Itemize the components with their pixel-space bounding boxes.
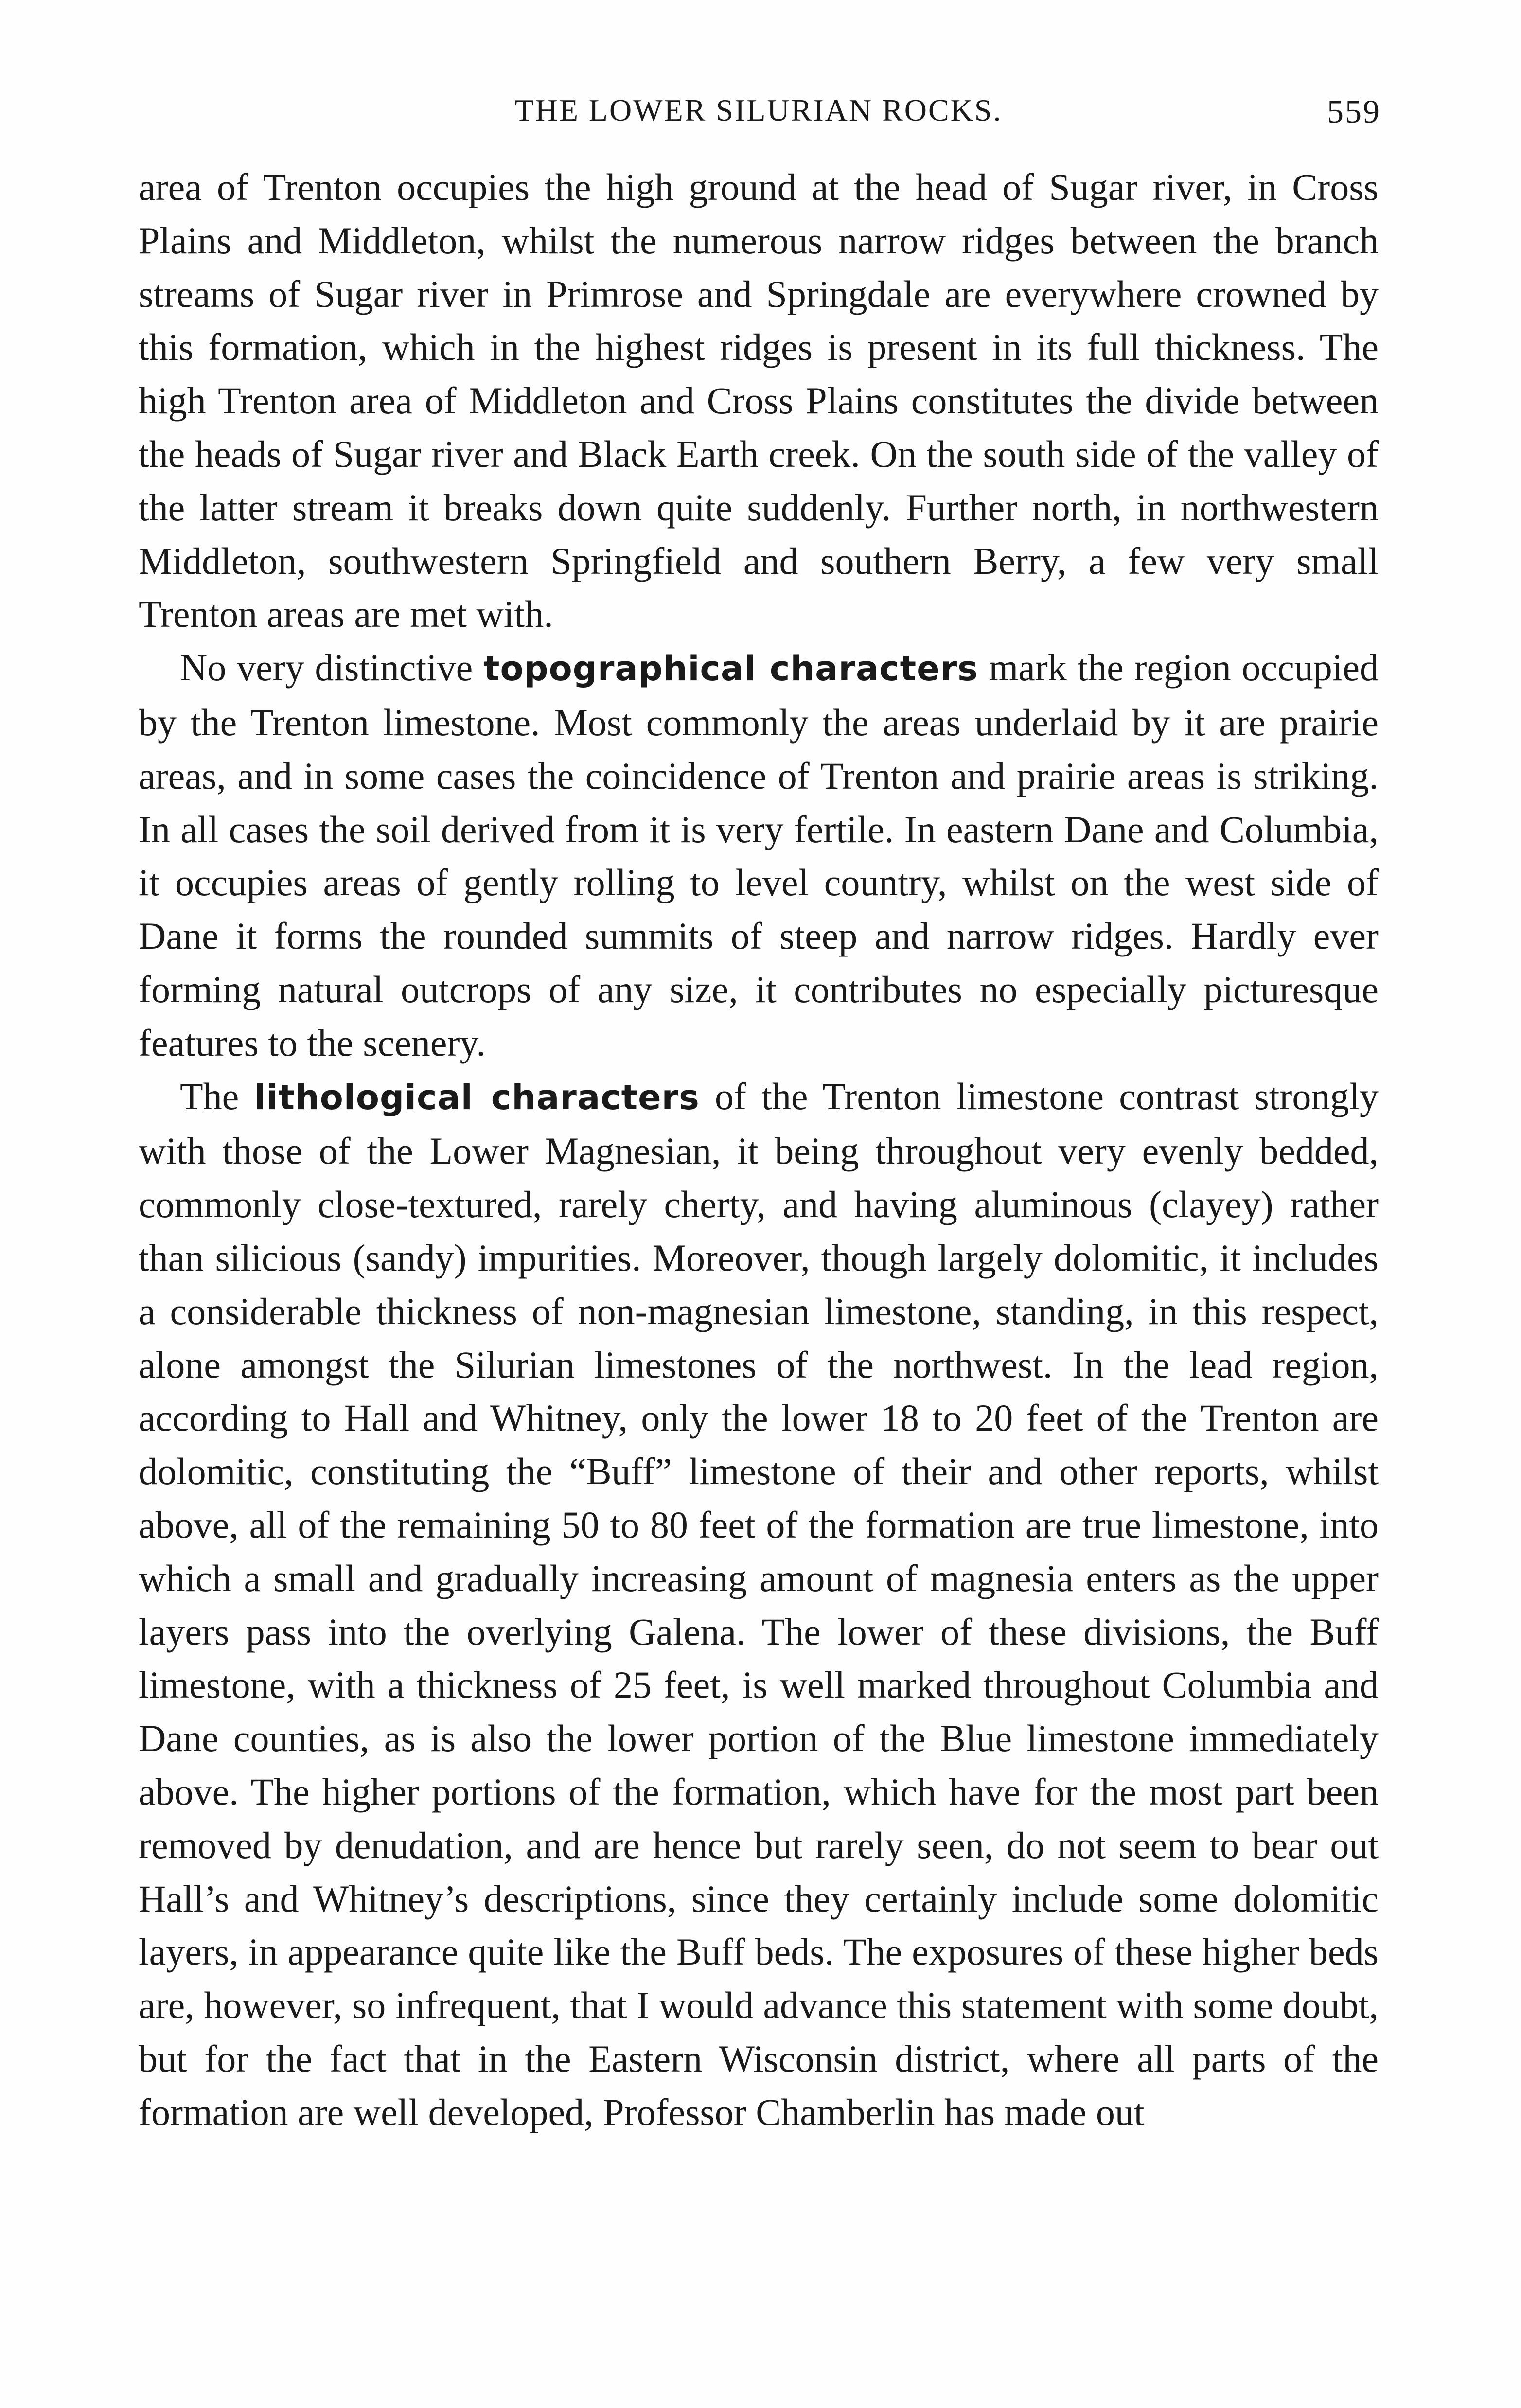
- paragraph-text: mark the region occupied by the Trenton limestone. Most commonly the areas underlaid by it are prairie areas, and in some cases the coincidence of Trenton and prairie areas is striking. In all cases the soil derived from it is very fertile. In eastern Dane and Columbia, it occupies areas of gently rolling to level country, whilst on the west side of Dane it forms the rounded summits of steep and narrow ridges. Hardly ever forming natural outcrops of any size, it contributes no especially picturesque features to the scenery.: [139, 646, 1379, 1064]
- paragraph-text: No very distinctive: [180, 646, 483, 689]
- running-head: [136, 92, 1381, 146]
- body-text: [139, 160, 1379, 2139]
- paragraph-text: The: [180, 1075, 254, 1117]
- paragraph-topographical: [139, 641, 1379, 1069]
- paragraph-lithological: [139, 1070, 1379, 2139]
- page-number: 559: [1327, 93, 1381, 130]
- emphasis-heading: topographical characters: [483, 649, 978, 689]
- paragraph-text: of the Trenton limestone contrast strongly with those of the Lower Magnesian, it being throughout very evenly bedded, commonly close-textured, rarely cherty, and having aluminous (clayey) rather than silicious (sandy) impurities. Moreover, though largely dolomitic, it includes a considerable thickness of non-magnesian limestone, standing, in this respect, alone amongst the Silurian limestones of the northwest. In the lead region, according to Hall and Whitney, only the lower 18 to 20 feet of the Trenton are dolomitic, constituting the “Buff” limestone of their and other reports, whilst above, all of the remaining 50 to 80 feet of the formation are true limestone, into which a small and gradually increasing amount of magnesia enters as the upper layers pass into the overlying Galena. The lower of these divisions, the Buff limestone, with a thickness of 25 feet, is well marked throughout Columbia and Dane counties, as is also the lower portion of the Blue limestone immediately above. The higher portions of the formation, which have for the most part been removed by denudation, and are hence but rarely seen, do not seem to bear out Hall’s and Whitney’s descriptions, since they certainly include some dolomitic layers, in appearance quite like the Buff beds. The exposures of these higher beds are, however, so infrequent, that I would advance this statement with some doubt, but for the fact that in the Eastern Wisconsin district, where all parts of the formation are well developed, Professor Chamberlin has made out: [139, 1075, 1379, 2133]
- paragraph-continued: area of Trenton occupies the high ground at the head of Sugar river, in Cross Plains and Middleton, whilst the numerous narrow ridges between the branch streams of Sugar river in Primrose and Springdale are everywhere crowned by this formation, which in the highest ridges is present in its full thickness. The high Trenton area of Middleton and Cross Plains constitutes the divide between the heads of Sugar river and Black Earth creek. On the south side of the valley of the latter stream it breaks down quite suddenly. Further north, in northwestern Middleton, southwestern Springfield and southern Berry, a few very small Trenton areas are met with.: [139, 166, 1379, 636]
- emphasis-heading: lithological characters: [254, 1077, 700, 1117]
- running-title: THE LOWER SILURIAN ROCKS.: [514, 93, 1003, 127]
